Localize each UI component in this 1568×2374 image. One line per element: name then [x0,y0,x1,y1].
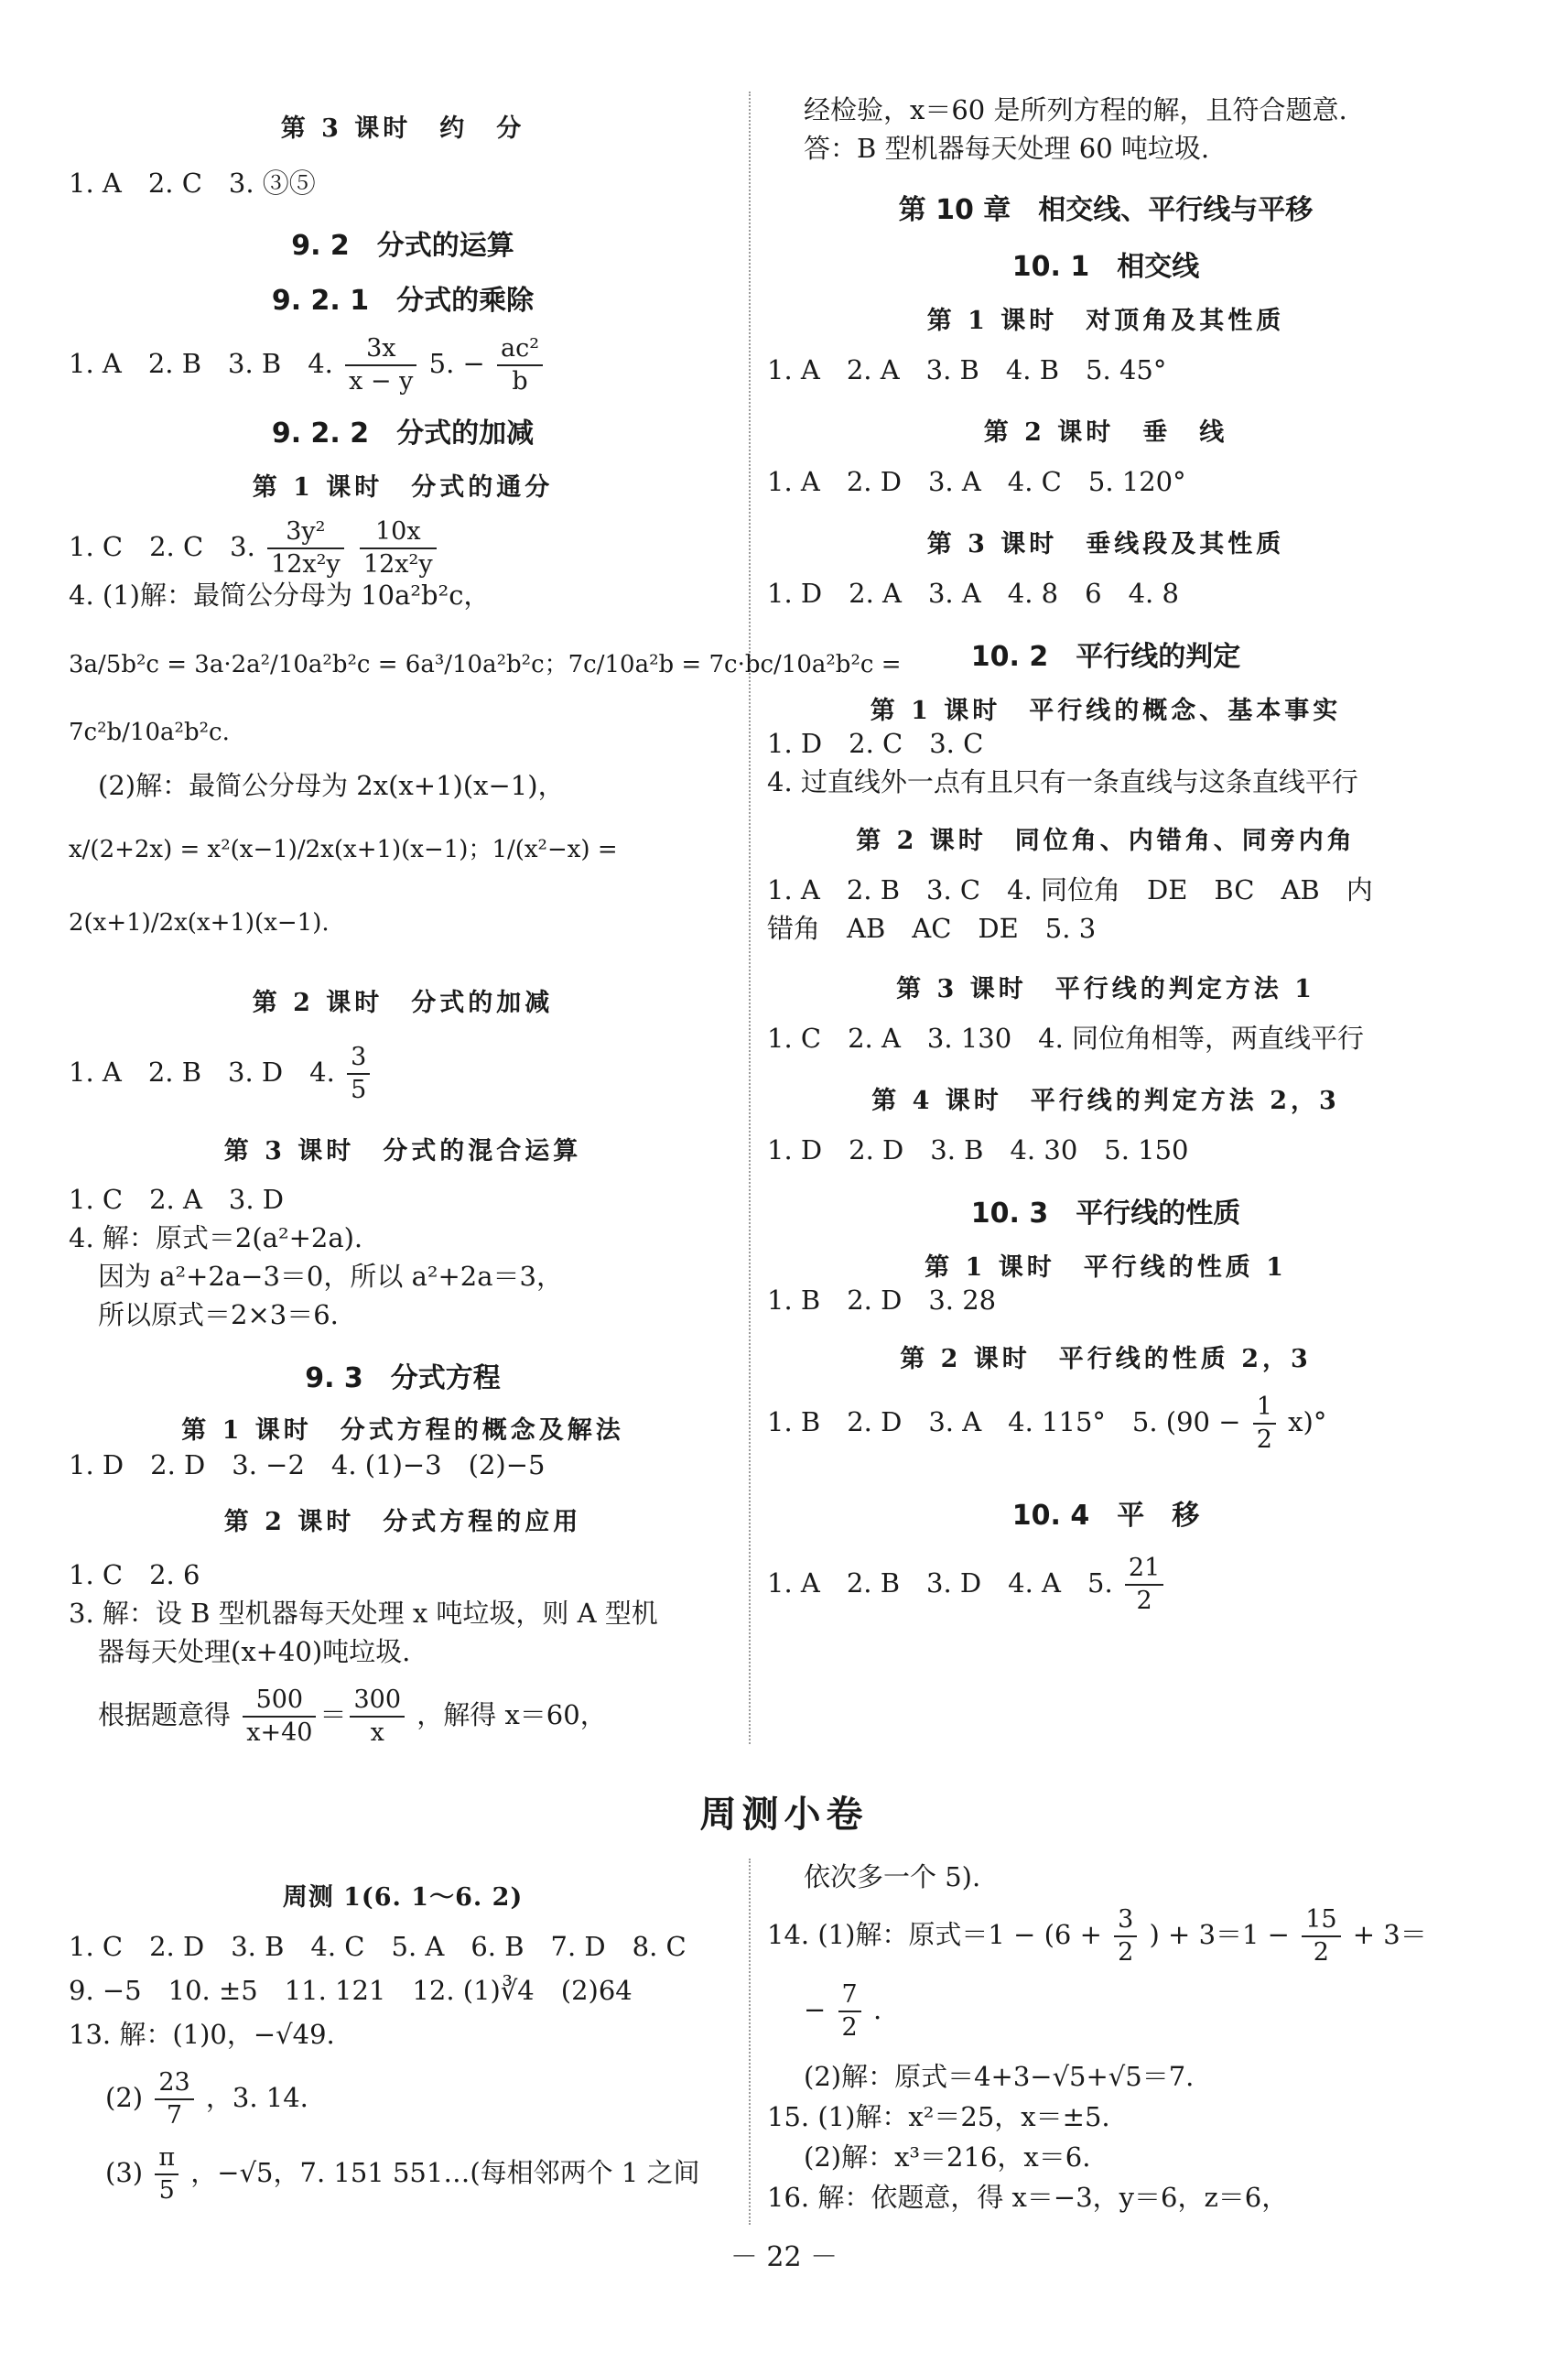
heading-lesson: 第 1 课时 对顶角及其性质 [926,307,1285,335]
answer-line [767,1904,1427,1968]
fraction-numerator: 300 [350,1685,405,1718]
answer-line: (2)解：原式＝4+3−√5+√5＝7. [804,2061,1195,2092]
answer-line: 1. C 2. A 3. 130 4. 同位角相等，两直线平行 [767,1023,1365,1054]
answer-line: 依次多一个 5). [804,1861,981,1892]
answer-line: 4. 解：原式＝2(a²+2a). [69,1222,363,1253]
answer-text: x)° [1288,1406,1327,1437]
fraction [243,1685,316,1749]
section-heading: 10. 4 平 移 [1011,1500,1200,1532]
fraction-numerator: 21 [1125,1553,1163,1586]
heading-lesson: 第 2 课时 垂 线 [983,418,1228,447]
answer-line: 根据题意得 $\frac{500}{x+40}$ ＝ $\frac{300}{x}$ ，解得 x＝60， [98,1686,607,1747]
answer-line: 1. D 2. A 3. A 4. 8 6 4. 8 [767,578,1179,609]
fraction [1114,1904,1137,1968]
answer-text: 1. A 2. B 3. B 4. [69,348,333,379]
equation-line: 2(x+1)/2x(x+1)(x−1). [69,909,330,937]
fraction-numerator: π [155,2142,178,2175]
answer-line [69,516,440,580]
column-divider-top [749,92,751,1744]
fraction-numerator: 1 [1253,1392,1276,1425]
heading-lesson: 第 2 课时 分式方程的应用 [223,1508,582,1536]
heading-lesson: 第 1 课时 分式的通分 [252,473,554,502]
answer-line: 1. D 2. D 3. B 4. 30 5. 150 [767,1134,1189,1165]
heading-lesson: 第 3 课时 分式的混合运算 [223,1137,582,1165]
fraction-numerator: 10x [360,516,437,549]
equation-line: 7c²b/10a²b²c. [69,719,230,746]
answer-line [69,1042,373,1106]
fraction-numerator: ac² [497,333,543,366]
answer-line: 错角 AB AC DE 5. 3 [767,913,1097,944]
fraction-denominator: b [512,367,528,396]
answer-line: 1. A 2. A 3. B 4. B 5. 45° [767,354,1167,385]
answer-line: 1. A 2. C 3. ③⑤ [69,168,316,199]
heading-lesson: 第 3 课时 垂线段及其性质 [926,530,1285,558]
fraction-numerator: 3 [347,1042,370,1075]
fraction [267,516,344,580]
heading-lesson: 第 1 课时 平行线的概念、基本事实 [870,697,1342,725]
answer-line: 1. B 2. D 3. 28 [767,1285,997,1316]
fraction-denominator: 12x²y [271,550,341,579]
fraction-denominator: 5 [158,2176,175,2205]
answer-line [767,1553,1167,1617]
section-heading: 10. 1 相交线 [1011,251,1200,283]
answer-line: 15. (1)解：x²＝25，x＝±5. [767,2101,1110,2132]
answer-text: 1. B 2. D 3. A 4. 115° 5. (90 − [767,1406,1241,1437]
answer-text: 14. (1)解：原式＝1 − (6 + [767,1919,1102,1950]
answer-text: − [804,1994,827,2025]
fraction-denominator: x+40 [246,1718,313,1747]
answer-text: 5. − [428,348,485,379]
section-heading: 9. 3 分式方程 [305,1362,501,1394]
fraction [838,1979,861,2043]
heading-lesson: 第 2 课时 分式的加减 [252,989,554,1017]
section-heading: 10. 3 平行线的性质 [970,1198,1241,1230]
fraction [347,1042,370,1106]
fraction-numerator: 23 [155,2067,193,2100]
fraction-denominator: 2 [1118,1938,1134,1967]
heading-lesson: 第 1 课时 平行线的性质 1 [925,1253,1287,1282]
answer-line: 9. −5 10. ±5 11. 121 12. (1)∛4 (2)64 [69,1975,633,2006]
answer-line: 1. D 2. C 3. C [767,728,984,759]
fraction [155,2142,178,2206]
answer-text: 1. A 2. B 3. D 4. [69,1057,335,1088]
answer-line: 1. C 2. A 3. D [69,1184,285,1215]
answer-line [804,1979,881,2043]
answer-text: (3) [105,2157,144,2188]
answer-line: (2)解：x³＝216，x＝6. [804,2141,1091,2173]
heading-lesson: 第 3 课时 约 分 [280,114,525,143]
answer-line: 1. D 2. D 3. −2 4. (1)−3 (2)−5 [69,1449,546,1480]
fraction-numerator: 500 [243,1685,316,1718]
answer-line: 因为 a²+2a−3＝0，所以 a²+2a＝3， [98,1261,563,1292]
equation-line: 3a/5b²c = 3a·2a²/10a²b²c = 6a³/10a²b²c；7c/10a²b = 7c·bc/10a²b²c = [69,651,902,678]
equation-line: x/(2+2x) = x²(x−1)/2x(x+1)(x−1)；1/(x²−x) = [69,836,618,863]
answer-line: 器每天处理(x+40)吨垃圾. [98,1636,411,1667]
answer-line: 1. A 2. D 3. A 4. C 5. 120° [767,466,1186,497]
answer-line: 经检验，x＝60 是所列方程的解，且符合题意. [804,94,1347,125]
fraction [350,1685,405,1749]
answer-line: 1. C 2. 6 [69,1559,200,1590]
fraction [360,516,437,580]
answer-line [767,1392,1326,1456]
answer-text: (2) [105,2082,144,2113]
answer-text: ，3. 14. [205,2082,308,2113]
fraction-denominator: x − y [349,367,414,396]
fraction [1125,1553,1163,1617]
section-heading: 9. 2 分式的运算 [291,230,514,262]
fraction-numerator: 15 [1302,1904,1340,1937]
answer-line [105,2142,700,2206]
answer-line: 4. (1)解：最简公分母为 10a²b²c， [69,580,491,611]
answer-text: 1. A 2. B 3. D 4. A 5. [767,1567,1113,1599]
subsection-heading: 9. 2. 2 分式的加减 [271,417,535,450]
chapter-heading: 第 10 章 相交线、平行线与平移 [898,194,1314,226]
fraction-numerator: 7 [838,1979,861,2012]
fraction-numerator: 3x [345,333,416,366]
fraction-denominator: x [370,1718,384,1747]
answer-line: 4. 过直线外一点有且只有一条直线与这条直线平行 [767,766,1358,797]
subsection-heading: 9. 2. 1 分式的乘除 [271,285,535,317]
fraction [345,333,416,397]
fraction [1253,1392,1276,1456]
heading-lesson: 第 4 课时 平行线的判定方法 2，3 [871,1087,1340,1115]
answer-line: 1. A 2. B 3. C 4. 同位角 DE BC AB 内 [767,874,1373,905]
heading-lesson: 第 1 课时 分式方程的概念及解法 [181,1416,624,1445]
fraction-denominator: 2 [1313,1938,1329,1967]
page-number: － 22 － [730,2241,838,2273]
weekly-test-title: 周测小卷 [699,1793,869,1836]
heading-lesson: 第 2 课时 同位角、内错角、同旁内角 [856,827,1356,855]
answer-line: 1. C 2. D 3. B 4. C 5. A 6. B 7. D 8. C [69,1931,687,1962]
fraction-numerator: 3y² [267,516,344,549]
answer-text: ，解得 x＝60， [416,1699,607,1730]
answer-line: 16. 解：依题意，得 x＝−3，y＝6，z＝6， [767,2182,1289,2213]
answer-text: ，−√5，7. 151 551…(每相邻两个 1 之间 [190,2157,700,2188]
weekly-test-heading: 周测 1(6. 1～6. 2) [282,1883,524,1912]
column-divider-bottom [749,1859,751,2225]
answer-line: 所以原式＝2×3＝6. [98,1299,339,1330]
fraction-denominator: 12x²y [362,550,433,579]
heading-lesson: 第 2 课时 平行线的性质 2，3 [900,1345,1312,1373]
answer-text: 1. C 2. C 3. [69,531,255,562]
answer-line [105,2067,308,2131]
answer-line [69,333,546,397]
fraction [155,2067,193,2131]
answer-line: 3. 解：设 B 型机器每天处理 x 吨垃圾，则 A 型机 [69,1598,658,1629]
answer-text: ) + 3＝1 − [1149,1919,1290,1950]
answer-line: 13. 解：(1)0，−√49. [69,2019,335,2050]
answer-line: 答：B 型机器每天处理 60 吨垃圾. [804,133,1210,164]
fraction-denominator: 7 [166,2101,183,2130]
fraction [1302,1904,1340,1968]
section-heading: 10. 2 平行线的判定 [970,641,1241,673]
answer-text: + 3＝ [1352,1919,1427,1950]
heading-lesson: 第 3 课时 平行线的判定方法 1 [896,975,1315,1003]
answer-line: (2)解：最简公分母为 2x(x+1)(x−1)， [98,770,565,801]
fraction-denominator: 5 [351,1076,367,1104]
fraction-denominator: 2 [841,2013,858,2042]
fraction-numerator: 3 [1114,1904,1137,1937]
answer-text: 根据题意得 [98,1699,232,1730]
answer-text: . [872,1994,882,2025]
fraction-denominator: 2 [1256,1425,1272,1454]
fraction [497,333,543,397]
fraction-denominator: 2 [1136,1587,1152,1615]
